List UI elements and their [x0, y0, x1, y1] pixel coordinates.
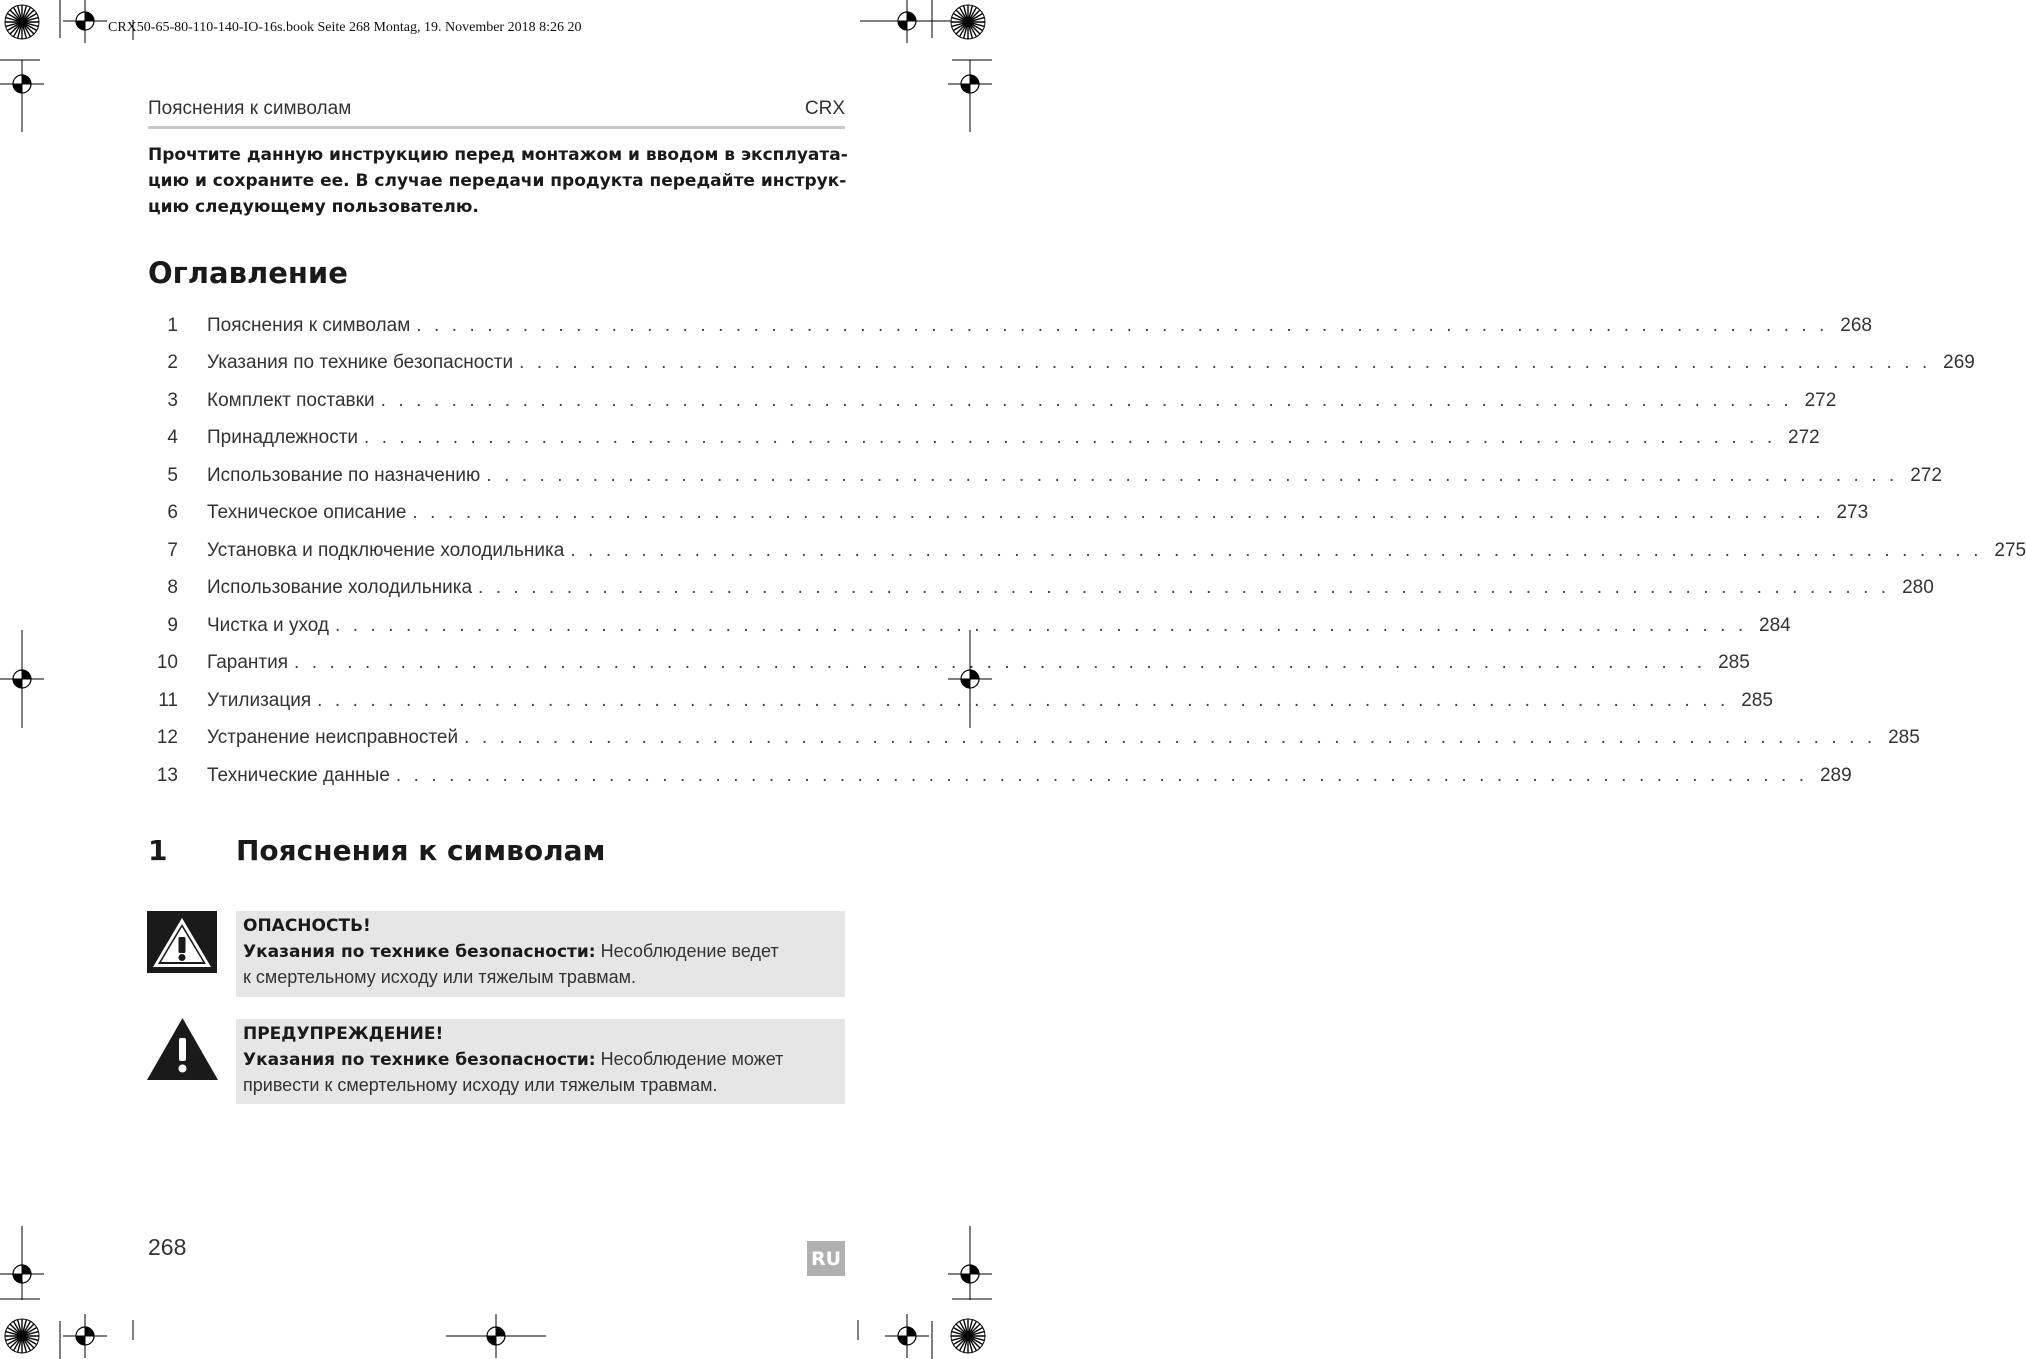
warning-text: Несоблюдение может: [600, 1049, 784, 1069]
toc-entry: [148, 307, 1872, 345]
intro-line: цию и сохраните ее. В случае передачи продукта передайте инструк-: [148, 171, 847, 191]
warning-square-icon: [147, 911, 217, 973]
toc-leader-dots: . . . . . . . . . . . . . . . . . . . . . . . . . . . . . . . . . . . . . . . . . . . . . . . . . . . . . . . . . . . . . . . . . . . . . . . . . . . . . . . .: [412, 502, 1825, 524]
toc-entry-number: 2: [167, 352, 178, 374]
toc-title: Оглавление: [148, 256, 348, 290]
toc-entry-number: 1: [167, 314, 178, 336]
warning-label: ПРЕДУПРЕЖДЕНИЕ!: [243, 1024, 444, 1044]
intro-notice: [148, 142, 848, 220]
toc-entry-title: Гарантия: [207, 652, 289, 674]
toc-leader-dots: . . . . . . . . . . . . . . . . . . . . . . . . . . . . . . . . . . . . . . . . . . . . . . . . . . . . . . . . . . . . . . . . . . . . . . . . . . . . . . . .: [395, 764, 1808, 786]
toc-entry: [148, 345, 1975, 383]
intro-line: цию следующему пользователю.: [148, 197, 479, 217]
toc-leader-dots: . . . . . . . . . . . . . . . . . . . . . . . . . . . . . . . . . . . . . . . . . . . . . . . . . . . . . . . . . . . . . . . . . . . . . . . . . . . . . . . .: [364, 427, 1776, 449]
toc-entry: [148, 720, 1920, 758]
toc-entry-page: 272: [1788, 427, 1820, 449]
toc-entry-number: 8: [167, 577, 178, 599]
danger-notice: [236, 911, 845, 997]
toc-entry-title: Использование по назначению: [207, 464, 481, 486]
toc-entry: [148, 757, 1852, 795]
language-badge: RU: [807, 1241, 845, 1276]
toc-entry-page: 273: [1836, 502, 1869, 524]
danger-text-line: [243, 939, 845, 965]
toc-entry-page: 289: [1819, 764, 1852, 786]
toc-entry-page: 285: [1741, 689, 1773, 711]
toc-entry-title: Утилизация: [207, 689, 312, 711]
toc-entry-page: 275: [1994, 539, 2026, 561]
toc-entry-page: 268: [1840, 314, 1872, 336]
toc-entry: [148, 607, 1791, 645]
toc-entry-page: 272: [1910, 464, 1942, 486]
color-wheel-icon: [5, 1319, 39, 1353]
toc-entry: [148, 457, 1942, 495]
toc-entry-number: 12: [156, 727, 178, 749]
table-of-contents: [148, 307, 2026, 795]
toc-entry: [148, 382, 1837, 420]
registration-mark-icon: [63, 1314, 107, 1358]
color-wheel-icon: [5, 5, 39, 39]
toc-leader-dots: . . . . . . . . . . . . . . . . . . . . . . . . . . . . . . . . . . . . . . . . . . . . . . . . . . . . . . . . . . . . . . . . . . . . . . . . . . . . . . . .: [294, 652, 1706, 674]
color-wheel-icon: [951, 1319, 985, 1353]
toc-entry-page: 285: [1888, 727, 1920, 749]
toc-entry: [148, 495, 1869, 533]
header-section-title: Пояснения к символам: [148, 98, 352, 119]
print-info: CRX50-65-80-110-140-IO-16s.book Seite 268 Montag, 19. November 2018 8:26 20: [108, 20, 582, 35]
toc-entry-page: 285: [1718, 652, 1750, 674]
danger-text: Несоблюдение ведет: [600, 941, 779, 961]
toc-leader-dots: . . . . . . . . . . . . . . . . . . . . . . . . . . . . . . . . . . . . . . . . . . . . . . . . . . . . . . . . . . . . . . . . . . . . . . . . . . . . . . . .: [334, 614, 1747, 636]
toc-entry-page: 280: [1902, 577, 1934, 599]
toc-entry-number: 6: [167, 502, 178, 524]
toc-entry-number: 4: [167, 427, 178, 449]
toc-entry-title: Технические данные: [207, 764, 390, 786]
toc-entry-number: 13: [156, 764, 178, 786]
warning-triangle-icon: [147, 1018, 218, 1081]
color-wheel-icon: [951, 5, 985, 39]
toc-leader-dots: . . . . . . . . . . . . . . . . . . . . . . . . . . . . . . . . . . . . . . . . . . . . . . . . . . . . . . . . . . . . . . . . . . . . . . . . . . . . . . . .: [380, 389, 1793, 411]
page-number: 268: [148, 1234, 187, 1260]
toc-leader-dots: . . . . . . . . . . . . . . . . . . . . . . . . . . . . . . . . . . . . . . . . . . . . . . . . . . . . . . . . . . . . . . . . . . . . . . . . . . . . . . . .: [478, 577, 1890, 599]
toc-entry-title: Устранение неисправностей: [207, 727, 459, 749]
header-model: CRX: [804, 98, 845, 119]
running-header: [148, 98, 845, 129]
section-title: Пояснения к символам: [236, 834, 606, 867]
section-number: 1: [148, 834, 168, 867]
toc-leader-dots: . . . . . . . . . . . . . . . . . . . . . . . . . . . . . . . . . . . . . . . . . . . . . . . . . . . . . . . . . . . . . . . . . . . . . . . . . . . . . . . .: [486, 464, 1898, 486]
toc-entry-number: 11: [158, 689, 178, 711]
toc-entry-number: 10: [156, 652, 178, 674]
toc-entry-page: 269: [1943, 352, 1975, 374]
registration-mark-icon: [63, 0, 107, 43]
toc-entry-title: Пояснения к символам: [207, 314, 411, 336]
danger-label: ОПАСНОСТЬ!: [243, 916, 371, 936]
toc-leader-dots: . . . . . . . . . . . . . . . . . . . . . . . . . . . . . . . . . . . . . . . . . . . . . . . . . . . . . . . . . . . . . . . . . . . . . . . . . . . . . . . .: [464, 727, 1876, 749]
toc-entry-title: Указания по технике безопасности: [207, 352, 514, 374]
warning-text-line: [243, 1047, 845, 1073]
toc-entry: [148, 645, 1750, 683]
toc-entry-page: 284: [1759, 614, 1791, 636]
intro-line: Прочтите данную инструкцию перед монтажом и вводом в эксплуата-: [148, 145, 848, 165]
toc-entry-title: Использование холодильника: [207, 577, 473, 599]
toc-entry-title: Принадлежности: [207, 427, 359, 449]
toc-entry-page: 272: [1804, 389, 1837, 411]
warning-notice: [236, 1019, 845, 1104]
registration-mark-icon: [885, 1314, 929, 1358]
toc-leader-dots: . . . . . . . . . . . . . . . . . . . . . . . . . . . . . . . . . . . . . . . . . . . . . . . . . . . . . . . . . . . . . . . . . . . . . . . . . . . . . . . .: [317, 689, 1729, 711]
toc-entry-number: 9: [167, 614, 178, 636]
toc-entry: [148, 420, 1820, 458]
toc-entry-number: 7: [167, 539, 178, 561]
toc-entry: [148, 532, 2026, 570]
warning-lead: Указания по технике безопасности:: [243, 1050, 596, 1070]
danger-text-line-2: к смертельному исходу или тяжелым травмам.: [243, 967, 636, 987]
toc-entry-title: Установка и подключение холодильника: [207, 539, 565, 561]
toc-entry: [148, 682, 1773, 720]
toc-leader-dots: . . . . . . . . . . . . . . . . . . . . . . . . . . . . . . . . . . . . . . . . . . . . . . . . . . . . . . . . . . . . . . . . . . . . . . . . . . . . . . . .: [519, 352, 1931, 374]
warning-text-line-2: привести к смертельному исходу или тяжелым травмам.: [243, 1075, 718, 1095]
toc-entry-number: 5: [167, 464, 178, 486]
toc-entry-number: 3: [167, 389, 178, 411]
toc-leader-dots: . . . . . . . . . . . . . . . . . . . . . . . . . . . . . . . . . . . . . . . . . . . . . . . . . . . . . . . . . . . . . . . . . . . . . . . . . . . . . . . .: [416, 314, 1828, 336]
toc-leader-dots: . . . . . . . . . . . . . . . . . . . . . . . . . . . . . . . . . . . . . . . . . . . . . . . . . . . . . . . . . . . . . . . . . . . . . . . . . . . . . . . .: [570, 539, 1983, 561]
toc-entry-title: Чистка и уход: [207, 614, 329, 636]
danger-lead: Указания по технике безопасности:: [243, 942, 596, 962]
toc-entry-title: Комплект поставки: [207, 389, 375, 411]
toc-entry-title: Техническое описание: [207, 502, 407, 524]
toc-entry: [148, 570, 1934, 608]
